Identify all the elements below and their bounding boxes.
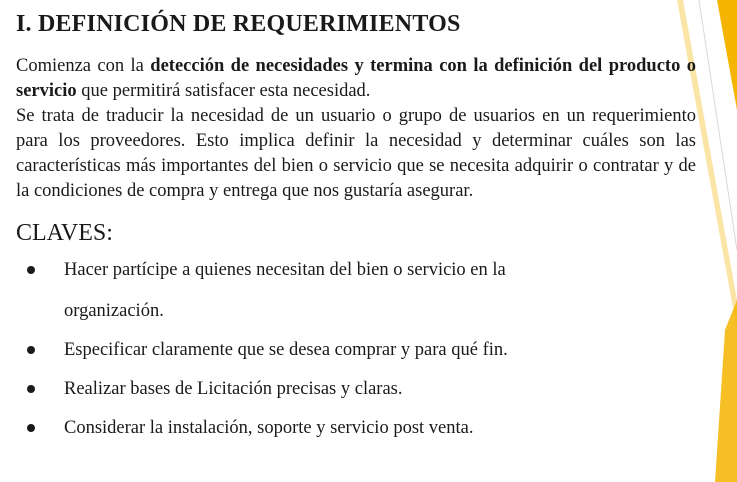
intro-description: Se trata de traducir la necesidad de un usuario o grupo de usuarios en un requerimiento para los proveedores. Esto implica definir la necesidad y determinar cuáles son las características más importantes del bien o servicio que se necesita adquirir o contratar y de la condiciones de compra y entrega que nos gustaría asegurar. <box>16 106 696 201</box>
intro-text-start: Comienza con la <box>16 56 151 76</box>
claves-heading: CLAVES: <box>16 220 113 246</box>
list-item-text: Considerar la instalación, soporte y servicio post venta. <box>64 418 474 438</box>
claves-list <box>16 258 696 441</box>
list-item <box>16 416 696 441</box>
slide-content <box>16 8 696 455</box>
list-item-text: Especificar claramente que se desea comprar y para qué fin. <box>64 340 508 360</box>
page-title: I. DEFINICIÓN DE REQUERIMIENTOS <box>16 11 461 37</box>
bullet-icon <box>27 385 35 393</box>
list-item <box>16 338 696 363</box>
bullet-icon <box>27 424 35 432</box>
list-item-text-continued: organización. <box>64 301 164 321</box>
bullet-icon <box>27 346 35 354</box>
intro-text-end: que permitirá satisfacer esta necesidad. <box>76 81 371 101</box>
list-item-text: Realizar bases de Licitación precisas y claras. <box>64 379 403 399</box>
bullet-icon <box>27 266 35 274</box>
list-item <box>16 258 696 324</box>
list-item <box>16 377 696 402</box>
list-item-text: Hacer partícipe a quienes necesitan del bien o servicio en la <box>64 260 506 280</box>
intro-bold-text: detección de necesidades y termina con la definición del producto o servicio <box>16 56 696 101</box>
intro-paragraph <box>16 54 696 204</box>
